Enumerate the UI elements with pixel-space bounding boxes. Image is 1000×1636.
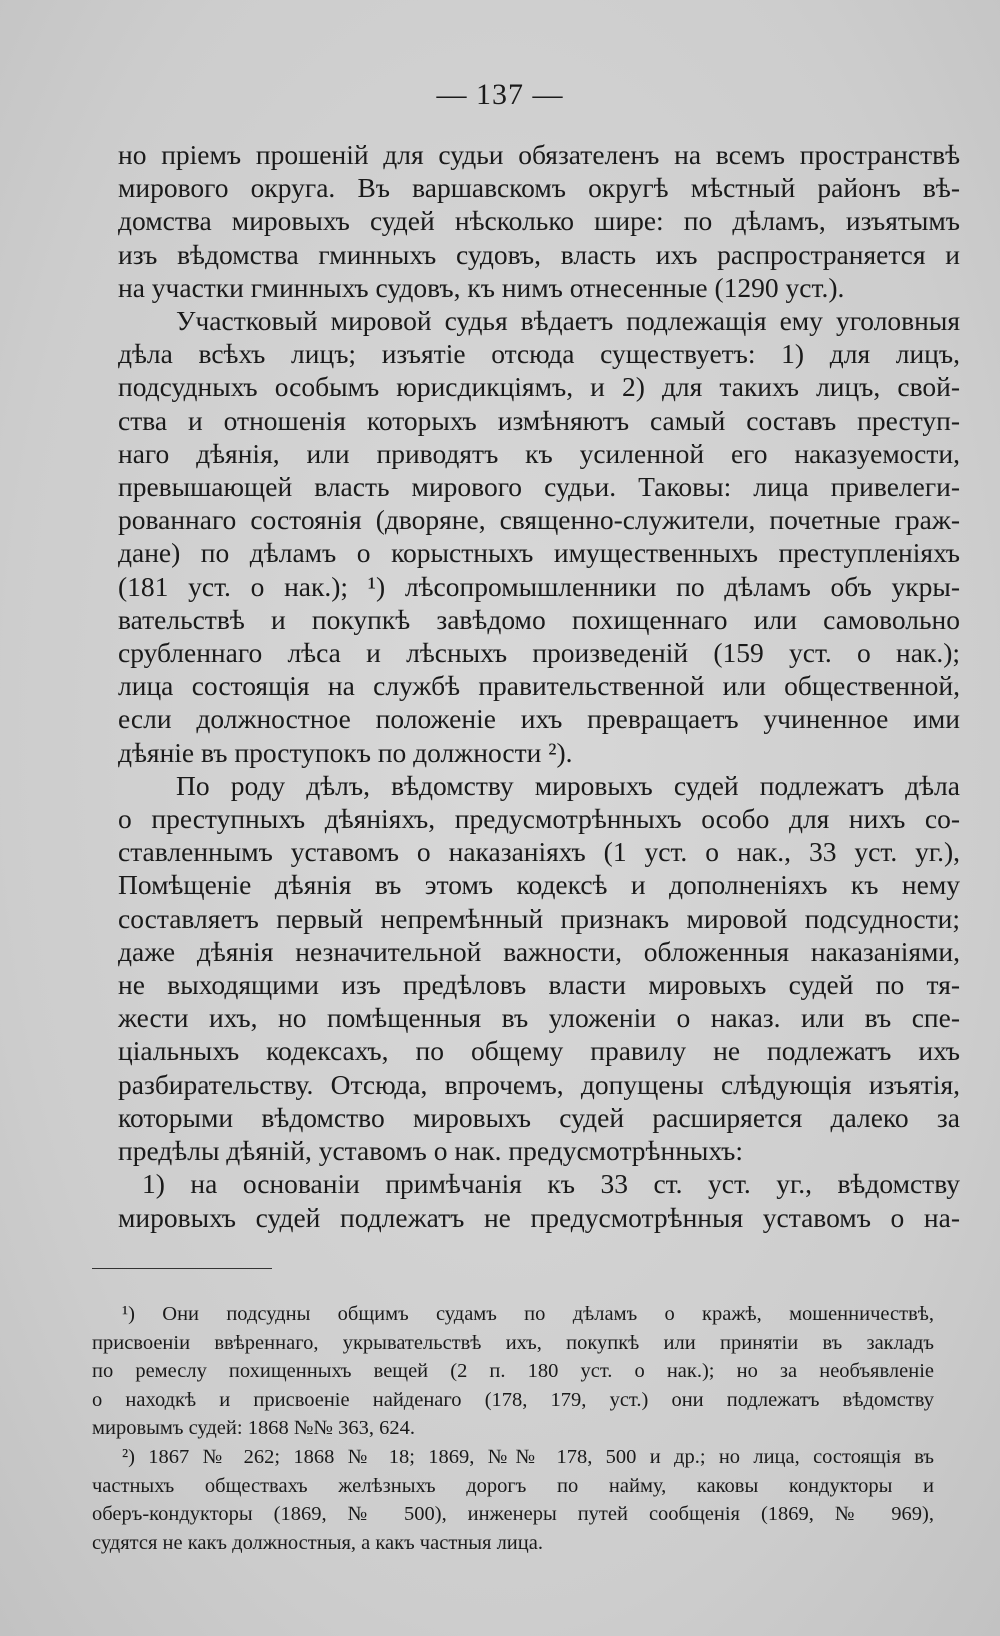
text-line: которыми вѣдомство мировыхъ судей расширяется далеко за xyxy=(118,1101,960,1133)
footnote-line: ¹) Они подсудны общимъ судамъ по дѣламъ о кражѣ, мошенничествѣ, xyxy=(122,1303,934,1325)
text-line: даже дѣянія незначительной важности, обложенныя наказаніями, xyxy=(118,935,960,967)
footnote-line: ²) 1867 № 262; 1868 № 18; 1869, №№ 178, 500 и др.; но лица, состоящія въ xyxy=(122,1445,934,1468)
text-line: ставленнымъ уставомъ о наказаніяхъ (1 уст. о нак., 33 уст. уг.), xyxy=(118,836,960,868)
text-line: разбирательству. Отсюда, впрочемъ, допущены слѣдующія изъятія, xyxy=(118,1068,960,1100)
text-line: ціальныхъ кодексахъ, по общему правилу не подлежатъ ихъ xyxy=(118,1035,960,1067)
text-line: лица состоящія на службѣ правительственной или общественной, xyxy=(118,670,960,702)
footnote-line: оберъ-кондукторы (1869, № 500), инженеры путей сообщенія (1869, № 969), xyxy=(92,1503,934,1526)
text-line: (181 уст. о нак.); ¹) лѣсопромышленники по дѣламъ объ укры- xyxy=(118,570,960,602)
main-text xyxy=(118,138,960,1234)
text-line: ства и отношенія которыхъ измѣняютъ самый составъ преступ- xyxy=(118,404,960,436)
text-line: подсудныхъ особымъ юрисдикціямъ, и 2) для такихъ лицъ, свой- xyxy=(118,371,960,403)
text-line: дѣяніе въ проступокъ по должности ²). xyxy=(118,736,573,768)
text-line: жести ихъ, но помѣщенныя въ уложеніи о наказ. или въ спе- xyxy=(118,1002,960,1034)
footnote-divider xyxy=(92,1268,272,1269)
text-line: если должностное положеніе ихъ превращаетъ учиненное ими xyxy=(118,703,960,735)
text-line: предѣлы дѣяній, уставомъ о нак. предусмотрѣнныхъ: xyxy=(118,1135,743,1167)
text-line: но пріемъ прошеній для судьи обязателенъ на всемъ пространствѣ xyxy=(118,139,960,170)
footnote-line: присвоеніи ввѣреннаго, укрывательствѣ ихъ, покупкѣ или принятіи въ закладъ xyxy=(92,1331,934,1354)
text-line: не выходящими изъ предѣловъ власти мировыхъ судей по тя- xyxy=(118,969,960,1001)
text-line: превышающей власть мирового судьи. Таковы: лица привелеги- xyxy=(118,471,960,503)
text-line: вательствѣ и покупкѣ завѣдомо похищеннаго или самовольно xyxy=(118,603,960,635)
text-line: Помѣщеніе дѣянія въ этомъ кодексѣ и дополненіяхъ къ нему xyxy=(118,869,960,901)
footnotes xyxy=(92,1300,934,1557)
text-line: изъ вѣдомства гминныхъ судовъ, власть ихъ распространяется и xyxy=(118,238,960,270)
footnote-line: частныхъ обществахъ желѣзныхъ дорогъ по найму, каковы кондукторы и xyxy=(92,1474,934,1497)
footnote-line: мировымъ судей: 1868 №№ 363, 624. xyxy=(92,1417,415,1440)
footnote-line: по ремеслу похищенныхъ вещей (2 п. 180 уст. о нак.); но за необъявленіе xyxy=(92,1360,934,1383)
text-line: 1) на основаніи примѣчанія къ 33 ст. уст. уг., вѣдомству xyxy=(142,1168,960,1200)
text-line: о преступныхъ дѣяніяхъ, предусмотрѣнныхъ особо для нихъ со- xyxy=(118,803,960,835)
footnote-line: судятся не какъ должностныя, а какъ частныя лица. xyxy=(92,1531,543,1554)
text-line: Участковый мировой судья вѣдаетъ подлежащія ему уголовныя xyxy=(176,305,960,337)
text-line: дѣла всѣхъ лицъ; изъятіе отсюда существуетъ: 1) для лицъ, xyxy=(118,338,960,370)
text-line: По роду дѣлъ, вѣдомству мировыхъ судей подлежатъ дѣла xyxy=(176,769,960,801)
text-line: составляетъ первый непремѣнный признакъ мировой подсудности; xyxy=(118,902,960,934)
text-line: рованнаго состоянія (дворяне, священно-служители, почетные граж- xyxy=(118,504,960,536)
text-line: наго дѣянія, или приводятъ къ усиленной его наказуемости, xyxy=(118,437,960,469)
text-line: мирового округа. Въ варшавскомъ округѣ мѣстный районъ вѣ- xyxy=(118,172,960,204)
footnote-line: о находкѣ и присвоеніе найденаго (178, 179, уст.) они подлежатъ вѣдомству xyxy=(92,1388,934,1411)
text-line: на участки гминныхъ судовъ, къ нимъ отнесенные (1290 уст.). xyxy=(118,271,845,303)
text-line: дане) по дѣламъ о корыстныхъ имущественныхъ преступленіяхъ xyxy=(118,537,960,569)
text-line: домства мировыхъ судей нѣсколько шире: по дѣламъ, изъятымъ xyxy=(118,205,960,237)
page-number: — 137 — xyxy=(436,78,564,111)
text-line: мировыхъ судей подлежатъ не предусмотрѣнныя уставомъ о на- xyxy=(118,1201,960,1233)
text-line: срубленнаго лѣса и лѣсныхъ произведеній (159 уст. о нак.); xyxy=(118,637,960,669)
